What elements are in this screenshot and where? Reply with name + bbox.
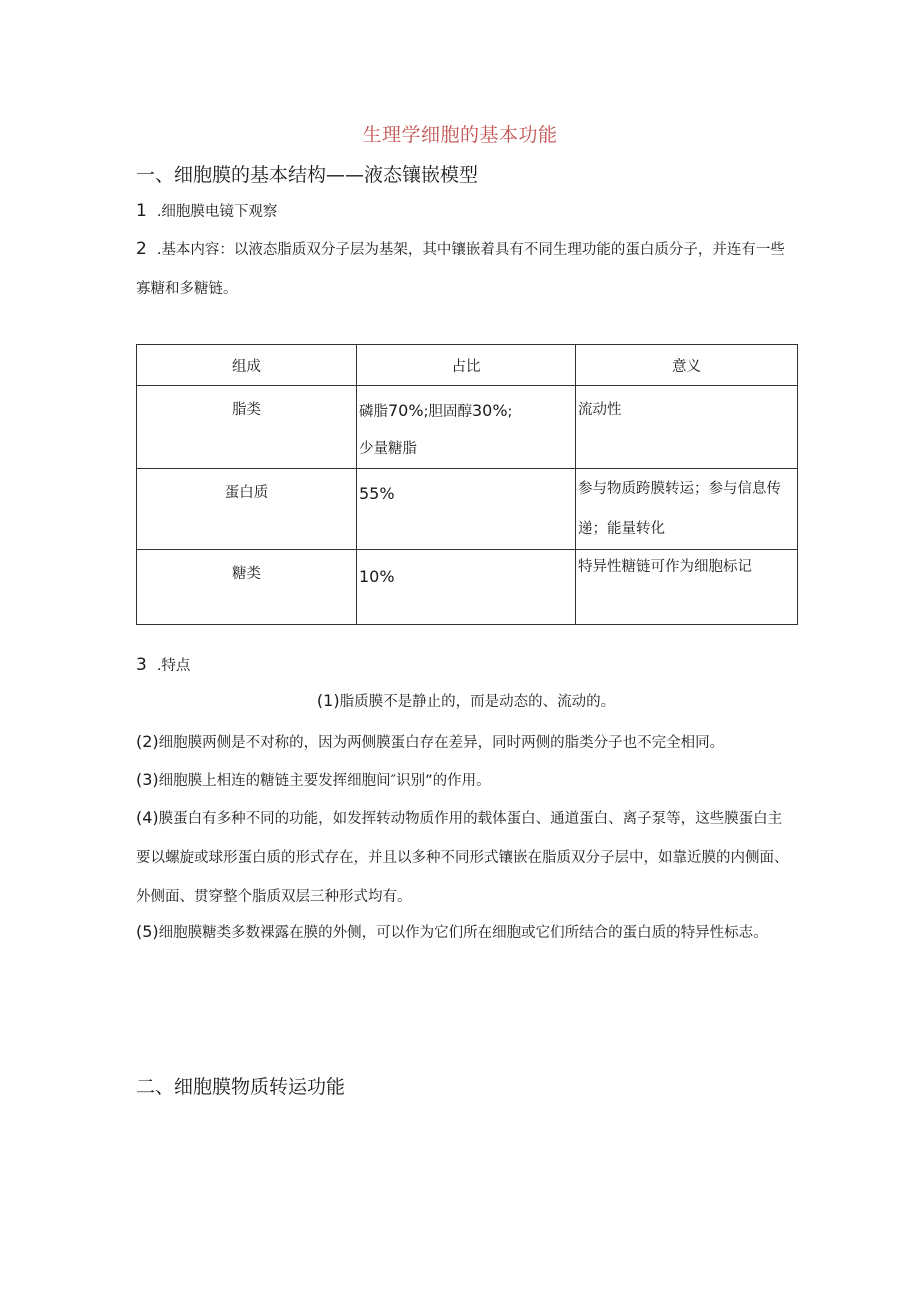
feature-point-1	[136, 690, 796, 711]
feature-point-2-number: (2)	[136, 732, 159, 751]
feature-point-5-number: (5)	[136, 922, 159, 941]
lipid-value-d: 30%	[471, 401, 508, 420]
lipid-value-line2: 少量糖脂	[359, 441, 417, 457]
lipid-value-a: 磷脂	[359, 404, 388, 420]
section2-heading: 二、细胞膜物质转运功能	[136, 1076, 346, 1098]
row-protein-significance: 参与物质跨膜转运；参与信息传递；能量转化	[576, 469, 798, 550]
item-2-text: .基本内容：以液态脂质双分子层为基架，其中镶嵌着具有不同生理功能的蛋白质分子，并连有一些寡糖和多糖链。	[136, 242, 785, 297]
feature-point-2	[136, 722, 796, 763]
row-sugar-value: 10%	[357, 550, 576, 625]
row-protein-value: 55%	[357, 469, 576, 550]
header-composition: 组成	[137, 345, 357, 386]
row-lipid-value	[357, 386, 576, 469]
feature-point-5	[136, 912, 796, 953]
item-3-number: 3	[136, 655, 147, 675]
table-row	[137, 469, 798, 550]
item-3	[136, 646, 796, 686]
lipid-value-line1	[359, 392, 573, 431]
feature-point-4-text: 膜蛋白有多种不同的功能，如发挥转动物质作用的载体蛋白、通道蛋白、离子泵等，这些膜蛋白主要以螺旋或球形蛋白质的形式存在，并且以多种不同形式镶嵌在脂质双分子层中，如靠近膜的内侧面、外侧面、贯穿整个脂质双层三种形式均有。	[136, 811, 789, 905]
feature-point-4	[136, 798, 796, 917]
row-sugar-name: 糖类	[137, 550, 357, 625]
feature-point-3-text: 细胞膜上相连的糖链主要发挥细胞间″识别”的作用。	[158, 773, 491, 789]
item-1-text: .细胞膜电镜下观察	[156, 204, 278, 220]
composition-table	[136, 344, 798, 625]
feature-point-3-number: (3)	[136, 770, 159, 789]
lipid-value-e: ;	[507, 404, 513, 420]
item-1	[136, 192, 796, 232]
page-title: 生理学细胞的基本功能	[362, 124, 558, 146]
section1-heading: 一、细胞膜的基本结构——液态镶嵌模型	[136, 164, 479, 186]
table-row	[137, 550, 798, 625]
header-significance: 意义	[576, 345, 798, 386]
item-2	[136, 230, 796, 309]
table-row	[137, 386, 798, 469]
feature-point-5-text: 细胞膜糖类多数裸露在膜的外侧，可以作为它们所在细胞或它们所结合的蛋白质的特异性标志。	[158, 925, 768, 941]
lipid-value-c: ;胆固醇	[423, 404, 472, 420]
item-1-number: 1	[136, 201, 147, 221]
header-proportion: 占比	[357, 345, 576, 386]
item-2-number: 2	[136, 239, 147, 259]
row-sugar-significance: 特异性糖链可作为细胞标记	[576, 550, 798, 625]
feature-point-3	[136, 760, 796, 801]
feature-point-1-text: 脂质膜不是静止的，而是动态的、流动的。	[339, 694, 616, 710]
row-protein-name: 蛋白质	[137, 469, 357, 550]
table-header-row	[137, 345, 798, 386]
item-3-text: .特点	[156, 658, 191, 674]
feature-point-1-number: (1)	[316, 691, 340, 710]
lipid-value-b: 70%	[388, 401, 424, 420]
feature-point-4-number: (4)	[136, 808, 159, 827]
row-lipid-significance: 流动性	[576, 386, 798, 469]
row-lipid-name: 脂类	[137, 386, 357, 469]
feature-point-2-text: 细胞膜两侧是不对称的，因为两侧膜蛋白存在差异，同时两侧的脂类分子也不完全相同。	[158, 735, 725, 751]
